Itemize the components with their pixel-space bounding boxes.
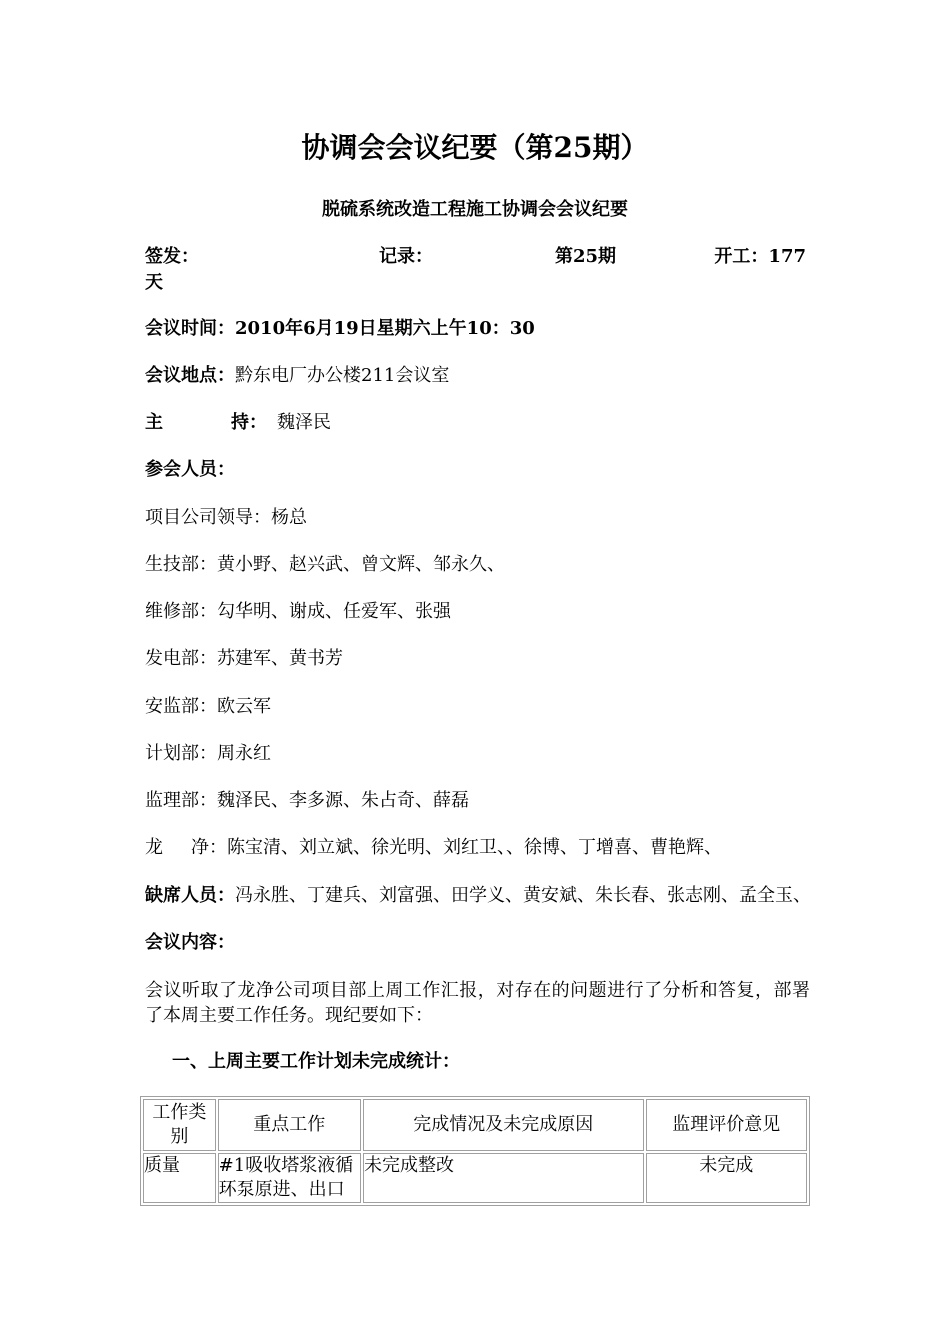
host-label-2: 持： [231,412,267,433]
meeting-place [145,363,810,389]
attendee-line [145,741,810,767]
table-cell: #1吸收塔浆液循环泵原进、出口 [218,1153,361,1203]
longjing-names: 陈宝清、刘立斌、徐光明、刘红卫、、徐博、丁增喜、曹艳辉、 [227,837,722,858]
attendee-dept: 监理部： [145,790,217,811]
table-header-cell: 重点工作 [218,1099,361,1151]
table-header-cell: 工作类别 [143,1099,216,1151]
attendees-label: 参会人员： [145,459,235,480]
table-cell: 质量 [143,1153,216,1203]
meta-row [145,244,810,270]
attendee-names: 勾华明、谢成、任爱军、张强 [217,601,451,622]
attendee-line [145,694,810,720]
attendee-line [145,505,810,531]
attendee-names: 周永红 [217,743,271,764]
absent-line [145,883,810,909]
host-value: 魏泽民 [277,412,331,433]
table-header-cell: 监理评价意见 [646,1099,808,1151]
attendee-names: 苏建军、黄书芳 [217,648,343,669]
place-value: 黔东电厂办公楼211会议室 [235,365,450,386]
start-days: 开工：177 [714,246,806,267]
attendee-line [145,552,810,578]
meeting-host [145,410,810,436]
absent-label: 缺席人员： [145,885,235,906]
attendee-dept: 安监部： [145,696,217,717]
page-subtitle: 脱硫系统改造工程施工协调会会议纪要 [322,199,628,220]
table-cell: 未完成整改 [363,1153,644,1203]
absent-names: 冯永胜、丁建兵、刘富强、田学义、黄安斌、朱长春、张志刚、孟全玉、 [235,885,811,906]
table-cell: 未完成 [646,1153,808,1203]
content-paragraph: 会议听取了龙净公司项目部上周工作汇报，对存在的问题进行了分析和答复，部署了本周主要工作任务。现纪要如下： [145,980,810,1026]
attendee-dept: 项目公司领导： [145,507,271,528]
signed-label: 签发： [145,246,199,267]
record-label: 记录： [379,246,433,267]
host-label-1: 主 [145,412,163,433]
attendee-line [145,788,810,814]
table-header-cell: 完成情况及未完成原因 [363,1099,644,1151]
attendee-dept: 计划部： [145,743,217,764]
time-value: 2010年6月19日星期六上午10：30 [235,318,535,339]
attendee-dept: 维修部： [145,601,217,622]
summary-table [140,1096,810,1206]
start-days-unit: 天 [145,272,163,293]
attendee-line [145,646,810,672]
longjing-label-1: 龙 [145,837,163,858]
section-heading: 一、上周主要工作计划未完成统计： [172,1051,460,1072]
time-label: 会议时间： [145,318,235,339]
issue-number: 第25期 [555,246,617,267]
attendee-line [145,599,810,625]
longjing-line [145,835,810,861]
page-title: 协调会会议纪要（第25期） [301,131,649,164]
table-header-row [143,1099,807,1151]
attendee-dept: 生技部： [145,554,217,575]
place-label: 会议地点： [145,365,235,386]
attendee-dept: 发电部： [145,648,217,669]
attendee-names: 杨总 [271,507,307,528]
longjing-label-2: 净： [191,837,227,858]
attendee-names: 魏泽民、李多源、朱占奇、薛磊 [217,790,469,811]
table-row [143,1153,807,1203]
meeting-time [145,316,810,342]
content-label: 会议内容： [145,932,235,953]
attendee-names: 欧云军 [217,696,271,717]
attendee-names: 黄小野、赵兴武、曾文辉、邹永久、 [217,554,505,575]
